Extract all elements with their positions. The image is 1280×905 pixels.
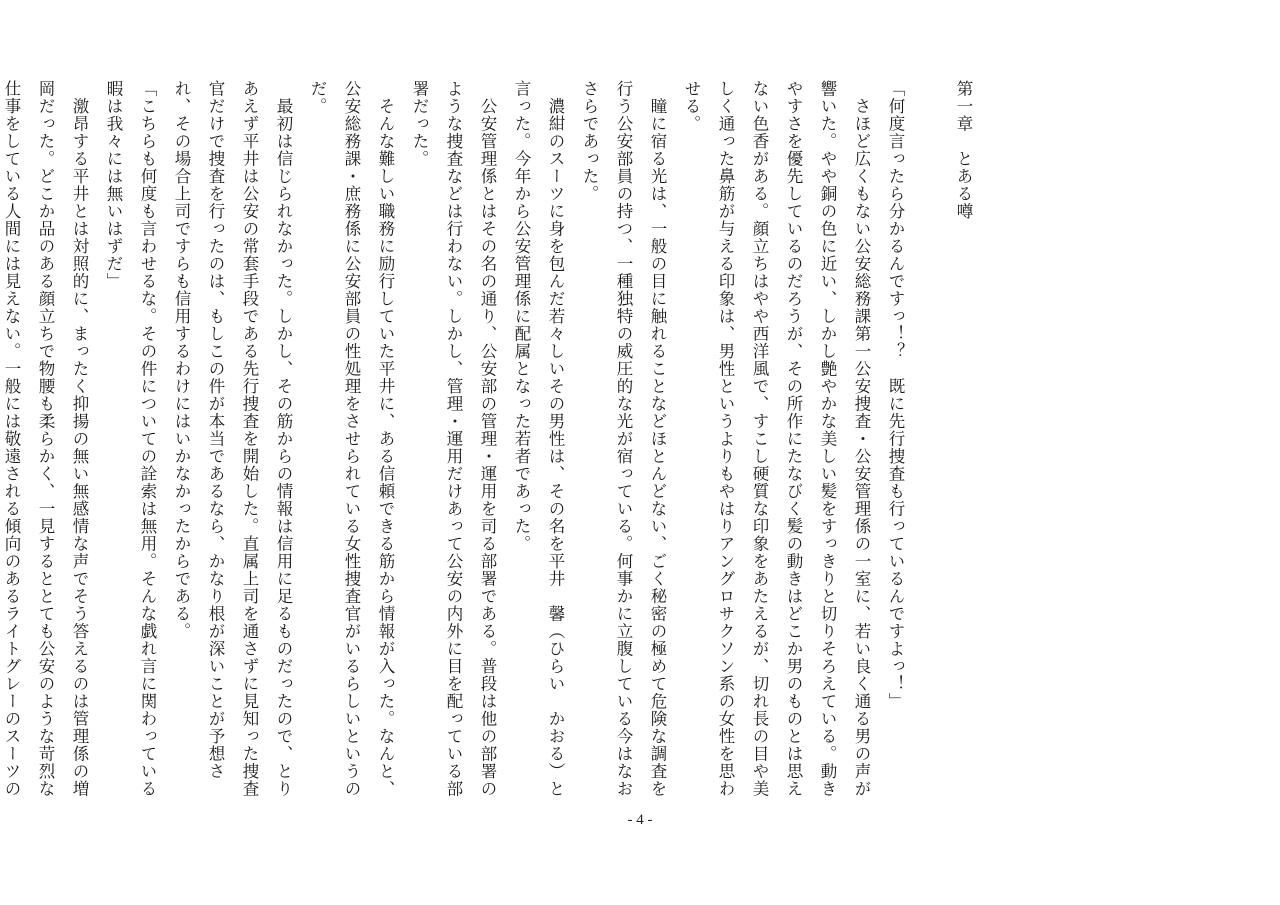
chapter-title: 第一章 とある噂 bbox=[954, 80, 973, 220]
paragraph: さほど広くもない公安総務課第一公安捜査・公安管理係の一室に、若い良く通る男の声が響いた。やや銅の色に近い、しかし艶やかな美しい髪をすっきりと切りそろえている。動きやすさを優先しているのだろうが、その所作にたなびく髪の動きはどこか男のものとは思えない色香がある。顔立ちはやや西洋風で、すこし硬質な印象をあたえるが、切れ長の目や美しく通った鼻筋が与える印象は、男性というよりもやはりアングロサクソン系の女性を思わせる。 bbox=[682, 80, 871, 798]
paragraph: 「何度言ったら分かるんですっ！？ 既に先行捜査も行っているんですよっ！」 bbox=[886, 80, 905, 710]
page-number: - 4 - bbox=[627, 812, 653, 828]
paragraph: 最初は信じられなかった。しかし、その筋からの情報は信用に足るものだったので、とりあえず平井は公安の常套手段である先行捜査を開始した。直属上司を通さずに見知った捜査官だけで捜査を行ったのは、もしこの件が本当であるなら、かなり根が深いことが予想され、その場合上司ですらも信用するわけにはいかなかったからである。 bbox=[172, 80, 293, 798]
paragraph: そんな難しい職務に励行していた平井に、ある信頼できる筋から情報が入った。なんと、公安総務課・庶務係に公安部員の性処理をさせられている女性捜査官がいるらしいというのだ。 bbox=[308, 80, 395, 798]
paragraph: 激昂する平井とは対照的に、まったく抑揚の無い無感情な声でそう答えるのは管理係の増岡だった。どこか品のある顔立ちで物腰も柔らかく、一見するととても公安のような苛烈な仕事をしている人間には見えない。一般には敬遠される傾向のあるライトグレーのスーツの bbox=[2, 80, 89, 798]
paragraph: 公安管理係とはその名の通り、公安部の管理・運用を司る部署である。普段は他の部署のような捜査などは行わない。しかし、管理・運用だけあって公安の内外に目を配っている部署だった。 bbox=[410, 80, 497, 798]
paragraph: 瞳に宿る光は、一般の目に触れることなどほとんどない、ごく秘密の極めて危険な調査を行う公安部員の持つ、一種独特の威圧的な光が宿っている。何事かに立腹している今はなおさらであった。 bbox=[580, 80, 667, 798]
paragraph: 「こちらも何度も言わせるな。その件についての詮索は無用。そんな戯れ言に関わっている暇は我々には無いはずだ」 bbox=[104, 80, 157, 798]
paragraph: 濃紺のスーツに身を包んだ若々しいその男性は、その名を平井 馨（ひらい かおる）と言った。今年から公安管理係に配属となった若者であった。 bbox=[512, 80, 565, 798]
vertical-text-body bbox=[2, 80, 980, 800]
